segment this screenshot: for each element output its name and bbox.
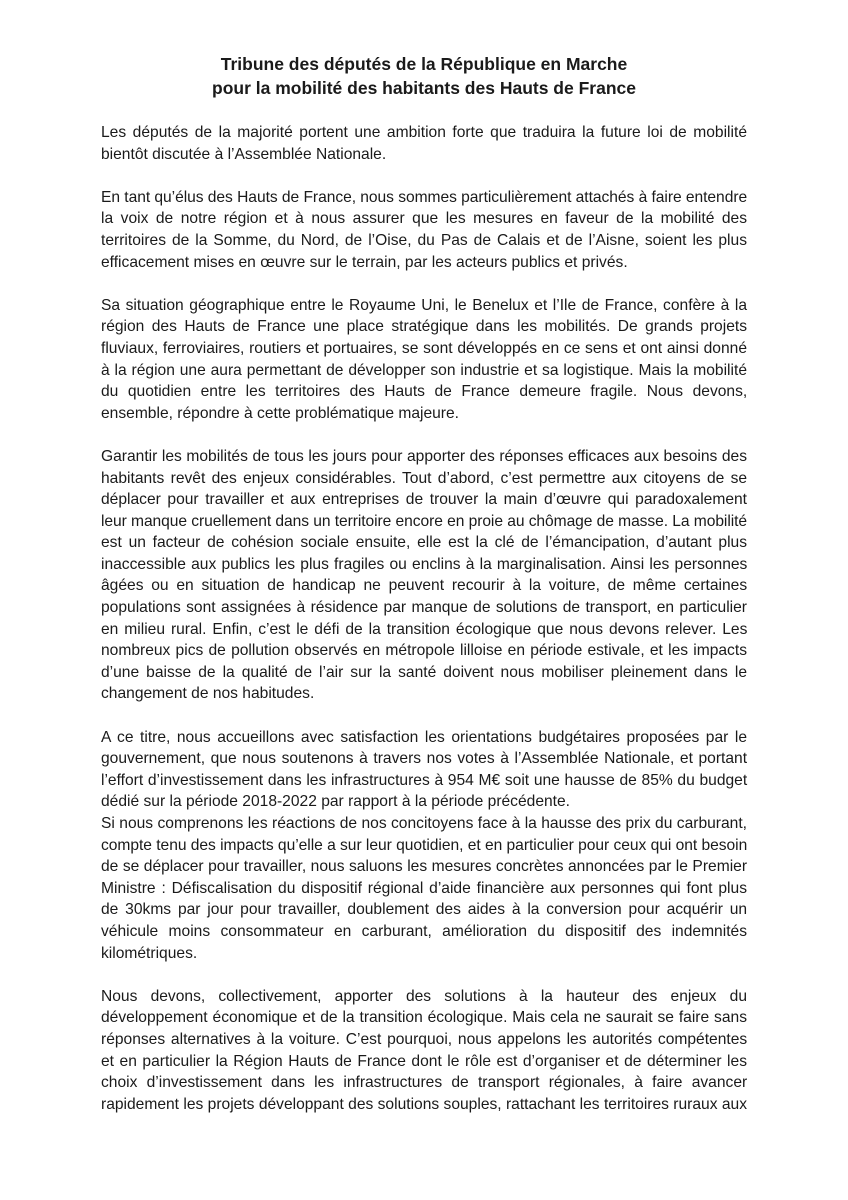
text-line: Sa situation géographique entre le Royaume Uni, le Benelux et l’Ile de France, confère à la <box>101 296 747 314</box>
text-line: Les députés de la majorité portent une ambition forte que traduira la future loi de mobilité <box>101 124 747 141</box>
text-line: ensemble, répondre à cette problématique majeure. <box>101 404 460 422</box>
text-line: d’une baisse de la qualité de l’air sur la santé doivent nous mobiliser pleinement dans le <box>101 663 747 681</box>
text-line: choix d’investissement dans les infrastructures de transport régionales, à faire avancer <box>101 1074 748 1092</box>
text-line: changement de nos habitudes. <box>101 685 315 703</box>
text-line: populations sont assignées à résidence par manque de solutions de transport, en particulier <box>101 599 747 617</box>
paragraph-7 <box>101 986 747 1116</box>
text-line: de 30kms par jour pour travailler, doublement des aides à la conversion pour acquérir un <box>101 901 748 919</box>
paragraph-4 <box>101 446 747 705</box>
text-line: A ce titre, nous accueillons avec satisfaction les orientations budgétaires proposées par le <box>101 728 747 746</box>
text-line: réponses alternatives à la voiture. C’est pourquoi, nous appelons les autorités compétentes <box>101 1030 748 1048</box>
document-title <box>60 52 788 100</box>
paragraph-2 <box>101 187 747 273</box>
text-line: efficacement mises en œuvre sur le terrain, par les acteurs publics et privés. <box>101 253 628 271</box>
title-line-1: Tribune des députés de la République en Marche <box>220 54 628 74</box>
text-line: Ministre : Défiscalisation du dispositif régional d’aide financière aux personnes qui font plus <box>101 879 747 897</box>
text-line: est un facteur de cohésion sociale ensuite, elle est la clé de l’émancipation, d’autant plus <box>101 534 748 552</box>
text-line: l’effort d’investissement dans les infrastructures à 954 M€ soit une hausse de 85% du budget <box>101 771 748 789</box>
text-line: compte tenu des impacts qu’elle a sur leur quotidien, et en particulier pour ceux qui ont besoin <box>101 836 748 854</box>
text-line: véhicule moins consommateur en carburant, amélioration du dispositif des indemnités <box>101 922 747 940</box>
text-line: et en particulier la Région Hauts de France dont le rôle est d’organiser et de déterminer les <box>101 1052 747 1070</box>
document-body <box>101 122 747 1115</box>
text-line: à la région une aura permettant de développer son industrie et sa logistique. Mais la mobilité <box>101 361 747 379</box>
text-line: région des Hauts de France une place stratégique dans les mobilités. De grands projets <box>101 318 747 336</box>
text-line: Garantir les mobilités de tous les jours pour apporter des réponses efficaces aux besoins des <box>101 447 747 465</box>
text-line: kilométriques. <box>101 944 198 962</box>
text-line: En tant qu’élus des Hauts de France, nous sommes particulièrement attachés à faire entendre <box>101 188 748 206</box>
text-line: nombreux pics de pollution observés en métropole lilloise en période estivale, et les impacts <box>101 642 747 660</box>
paragraph-spacer <box>101 705 747 727</box>
text-line: gouvernement, que nous soutenons à travers nos votes à l’Assemblée Nationale, et portant <box>101 750 748 768</box>
text-line: territoires de la Somme, du Nord, de l’Oise, du Pas de Calais et de l’Aisne, soient les plus <box>101 231 747 249</box>
text-line: Nous devons, collectivement, apporter des solutions à la hauteur des enjeux du <box>101 987 747 1005</box>
text-line: habitants revêt des enjeux considérables. Tout d’abord, c’est permettre aux citoyens de se <box>101 469 748 487</box>
text-line: développement économique et de la transition écologique. Mais cela ne saurait se faire sans <box>101 1009 747 1027</box>
text-line: en milieu rural. Enfin, c’est le défi de la transition écologique que nous devons relever. Les <box>101 620 748 638</box>
paragraph-5 <box>101 727 747 813</box>
text-line: leur manque cruellement dans un territoire encore en proie au chômage de masse. La mobilité <box>101 512 747 530</box>
text-line: rapidement les projets développant des solutions souples, rattachant les territoires ruraux aux <box>101 1095 747 1113</box>
paragraph-6 <box>101 813 747 964</box>
text-line: inaccessible aux publics les plus fragiles ou enclins à la marginalisation. Ainsi les personnes <box>101 555 748 573</box>
text-line: déplacer pour travailler et aux entreprises de trouver la main d’œuvre qui paradoxalement <box>101 491 747 509</box>
title-line-2: pour la mobilité des habitants des Hauts de France <box>212 78 636 98</box>
paragraph-spacer <box>101 273 747 295</box>
paragraph-1 <box>101 122 747 165</box>
text-line: Si nous comprenons les réactions de nos concitoyens face à la hausse des prix du carburant, <box>101 815 747 832</box>
text-line: la voix de notre région et à nous assurer que les mesures en faveur de la mobilité des <box>101 210 748 228</box>
text-line: âgées ou en situation de handicap ne peuvent recourir à la voiture, de même certaines <box>101 577 748 595</box>
text-line: fluviaux, ferroviaires, routiers et portuaires, se sont développés en ce sens et ont ainsi donné <box>101 339 747 357</box>
text-line: dédié sur la période 2018-2022 par rapport à la période précédente. <box>101 793 571 811</box>
text-line: du quotidien entre les territoires des Hauts de France demeure fragile. Nous devons, <box>101 383 748 401</box>
text-line: de se déplacer pour travailler, nous saluons les mesures concrètes annoncées par le Premier <box>101 858 748 876</box>
paragraph-3 <box>101 295 747 425</box>
paragraph-spacer <box>101 964 747 986</box>
paragraph-spacer <box>101 165 747 187</box>
text-line: bientôt discutée à l’Assemblée Nationale. <box>101 145 387 163</box>
paragraph-spacer <box>101 424 747 446</box>
